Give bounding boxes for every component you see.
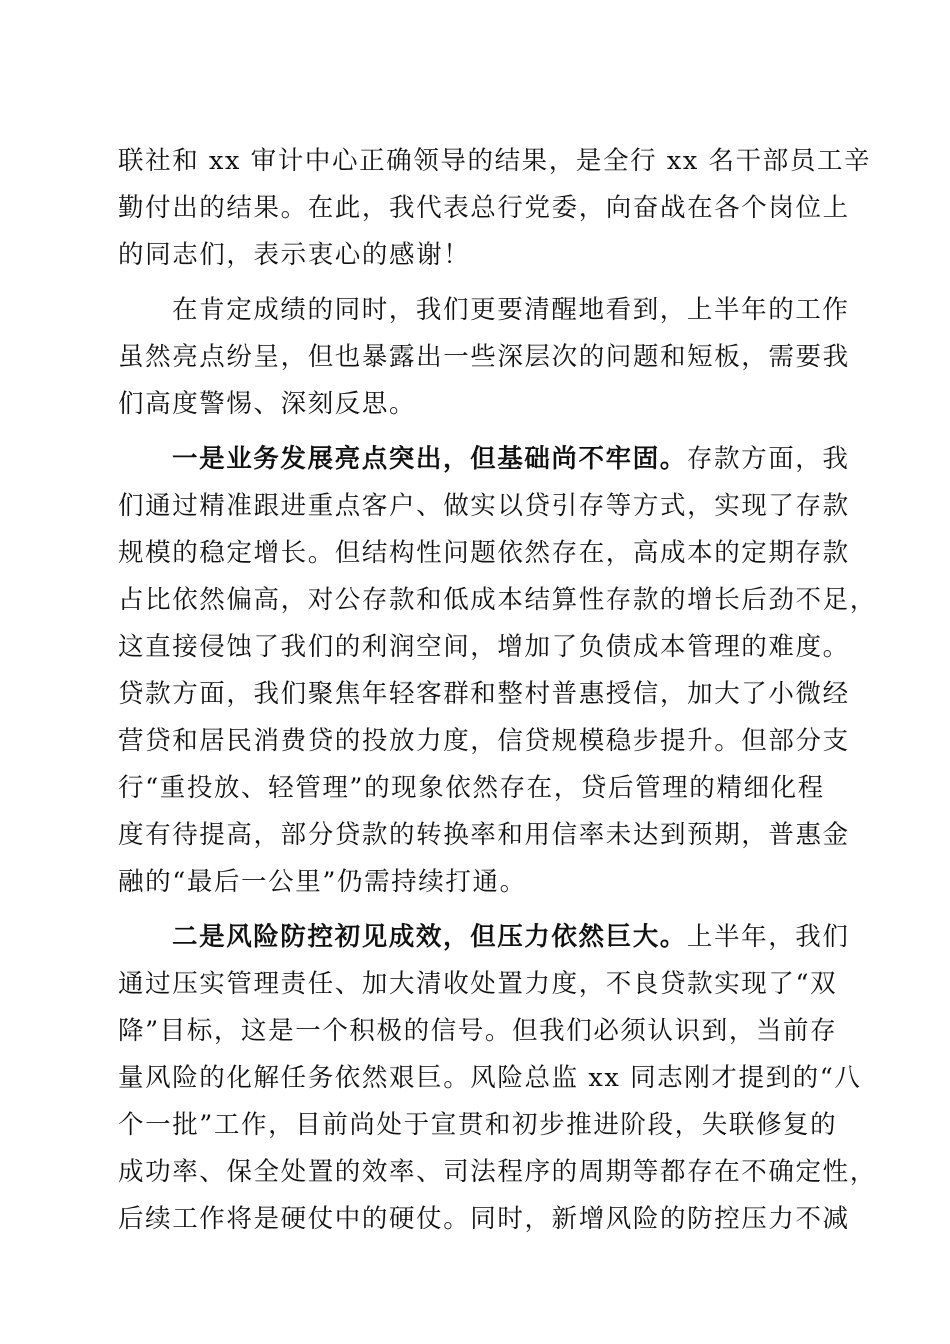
paragraph-line: 后续工作将是硬仗中的硬仗。同时，新增风险的防控压力不减 xyxy=(118,1204,850,1234)
paragraph-line: 融的“最后一公里”仍需持续打通。 xyxy=(118,867,527,897)
document-body xyxy=(118,138,877,1243)
paragraph-line-rest: 上半年，我们 xyxy=(686,922,850,952)
paragraph-line: 贷款方面，我们聚焦年轻客群和整村普惠授信，加大了小微经 xyxy=(118,679,850,709)
paragraph-line: 规模的稳定增长。但结构性问题依然存在，高成本的定期存款 xyxy=(118,538,850,568)
paragraph-line: 占比依然偏高，对公存款和低成本结算性存款的增长后劲不足， xyxy=(118,585,877,615)
paragraph-4 xyxy=(118,914,877,1243)
paragraph-line: 行“重投放、轻管理”的现象依然存在，贷后管理的精细化程 xyxy=(118,773,825,803)
section-heading-2: 二是风险防控初见成效，但压力依然巨大。 xyxy=(172,922,687,952)
paragraph-line: 们高度警惕、深刻反思。 xyxy=(118,389,417,419)
paragraph-line: 这直接侵蚀了我们的利润空间，增加了负债成本管理的难度。 xyxy=(118,632,850,662)
paragraph-3 xyxy=(118,436,877,906)
paragraph-line: 们通过精准跟进重点客户、做实以贷引存等方式，实现了存款 xyxy=(118,491,850,521)
paragraph-line: 勤付出的结果。在此，我代表总行党委，向奋战在各个岗位上 xyxy=(118,193,850,223)
paragraph-line: 虽然亮点纷呈，但也暴露出一些深层次的问题和短板，需要我 xyxy=(118,342,850,372)
paragraph-line: 个一批”工作，目前尚处于宣贯和初步推进阶段，失联修复的 xyxy=(118,1110,838,1140)
paragraph-line: 降”目标，这是一个积极的信号。但我们必须认识到，当前存 xyxy=(118,1016,838,1046)
paragraph-line: 营贷和居民消费贷的投放力度，信贷规模稳步提升。但部分支 xyxy=(118,726,850,756)
paragraph-first-line xyxy=(118,914,850,961)
section-heading-1: 一是业务发展亮点突出，但基础尚不牢固。 xyxy=(172,444,687,474)
paragraph-line: 量风险的化解任务依然艰巨。风险总监 xx 同志刚才提到的“八 xyxy=(118,1063,862,1093)
paragraph-line: 在肯定成绩的同时，我们更要清醒地看到，上半年的工作 xyxy=(172,295,850,325)
paragraph-1 xyxy=(118,138,872,279)
paragraph-line: 成功率、保全处置的效率、司法程序的周期等都存在不确定性， xyxy=(118,1157,877,1187)
paragraph-line: 通过压实管理责任、加大清收处置力度，不良贷款实现了“双 xyxy=(118,969,838,999)
paragraph-line: 度有待提高，部分贷款的转换率和用信率未达到预期，普惠金 xyxy=(118,820,850,850)
paragraph-first-line xyxy=(118,436,850,483)
paragraph-2 xyxy=(118,287,850,428)
paragraph-line: 的同志们，表示衷心的感谢！ xyxy=(118,240,471,270)
paragraph-line: 联社和 xx 审计中心正确领导的结果，是全行 xx 名干部员工辛 xyxy=(118,146,872,176)
paragraph-line-rest: 存款方面，我 xyxy=(686,444,850,474)
